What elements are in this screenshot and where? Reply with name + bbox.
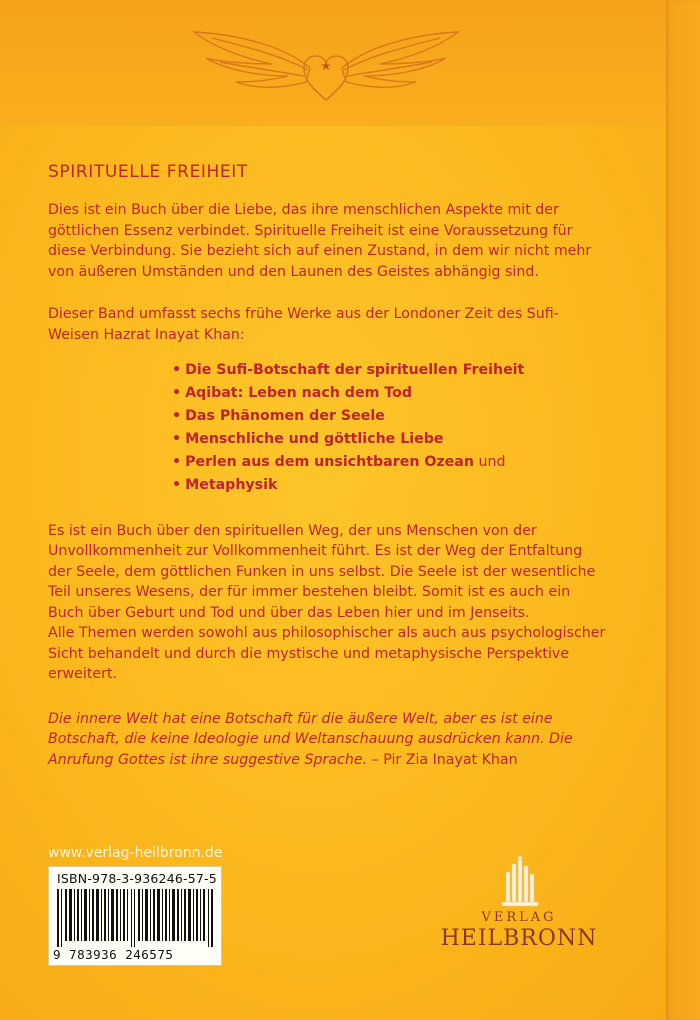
ean-digits: 9 783936 246575 <box>53 947 174 962</box>
list-item: • Metaphysik <box>172 477 278 493</box>
quote-text: Die innere Welt hat eine Botschaft für die äußere Welt, aber es ist eine Botschaft, die keine Ideologie und Weltanschauung ausdrücken kann. Die Anrufung Gottes ist ihre suggestive Sprache. <box>48 710 573 768</box>
barcode-icon <box>57 889 213 947</box>
spine-edge <box>666 0 700 1020</box>
quote <box>48 709 608 771</box>
list-item: • Aqibat: Leben nach dem Tod <box>172 385 413 401</box>
main-text <box>48 162 608 770</box>
list-item: • Das Phänomen der Seele <box>172 408 385 424</box>
publisher-line1: VERLAG <box>481 910 557 925</box>
website-url: www.verlag-heilbronn.de <box>48 845 223 861</box>
description-paragraph: Es ist ein Buch über den spirituellen Weg, der uns Menschen von der Unvollkommenheit zur Vollkommenheit führt. Es ist der Weg der Entfaltung der Seele, dem göttlichen Funken in uns selbst. Die Seele ist der wesentliche Teil unseres Wesens, der für immer bestehen bleibt. Somit ist es auch ein Buch über Geburt und Tod und über das Leben hier und im Jenseits. <box>48 522 596 621</box>
list-item: • Perlen aus dem unsichtbaren Ozean und <box>172 454 506 470</box>
band-intro: Dieser Band umfasst sechs frühe Werke aus der Londoner Zeit des Sufi-Weisen Hazrat Inayat Khan: <box>48 306 559 343</box>
isbn-label: ISBN-978-3-936246-57-5 <box>57 871 217 886</box>
works-list <box>48 359 608 497</box>
intro-paragraph: Dies ist ein Buch über die Liebe, das ihre menschlichen Aspekte mit der göttlichen Essenz verbindet. Spirituelle Freiheit ist eine Voraussetzung für diese Verbindung. Sie bezieht sich auf einen Zustand, in dem wir nicht mehr von äußeren Umständen und den Launen des Geistes abhängig sind. <box>48 202 592 280</box>
crown-pillars-icon <box>436 856 602 910</box>
book-title: SPIRITUELLE FREIHEIT <box>48 162 248 182</box>
publisher-logo <box>436 856 602 966</box>
list-item: • Die Sufi-Botschaft der spirituellen Freiheit <box>172 362 525 378</box>
themes-paragraph: Alle Themen werden sowohl aus philosophischer als auch aus psychologischer Sicht behandelt und durch die mystische und metaphysische Perspektive erweitert. <box>48 625 606 682</box>
winged-heart-icon <box>192 24 460 108</box>
barcode-box <box>48 866 222 966</box>
quote-attribution: – Pir Zia Inayat Khan <box>367 751 518 768</box>
publisher-line2: HEILBRONN <box>440 926 598 951</box>
list-item: • Menschliche und göttliche Liebe <box>172 431 444 447</box>
